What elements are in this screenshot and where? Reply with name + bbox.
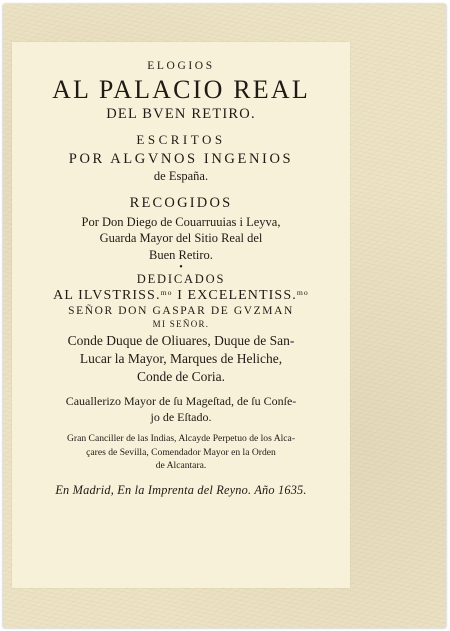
dedicatee-titles-line2: Lucar la Mayor, Marques de Heliche, bbox=[79, 350, 283, 366]
compiler-title-cont: Buen Retiro. bbox=[149, 247, 213, 262]
subtitle-de-espana: de España. bbox=[153, 169, 209, 183]
title-elogios: ELOGIOS bbox=[147, 60, 215, 72]
office-gran-canciller-line2: çares de Sevilla, Comendador Mayor en la Orden bbox=[86, 446, 276, 458]
compiler-name: Por Don Diego de Couarruuias i Leyva, bbox=[81, 215, 281, 229]
office-gran-canciller-line1: Gran Canciller de las Indias, Alcayde Perpetuo de los Alca- bbox=[66, 433, 296, 445]
mi-senor: MI SEÑOR. bbox=[152, 318, 210, 329]
compiler-title: Guarda Mayor del Sitio Real del bbox=[99, 231, 263, 246]
dedicatee-titles-line1: Conde Duque de Oliuares, Duque de San- bbox=[67, 332, 295, 348]
dedication-honorifics: AL ILVSTRISS.$^{mo}$ I EXCELENTISS.$^{mo}$ bbox=[53, 287, 309, 303]
office-line1: Cauallerizo Mayor de ſu Mageſtad, de ſu Conſe- bbox=[65, 393, 297, 408]
dedicatee-name: SEÑOR DON GASPAR DE GVZMAN bbox=[68, 304, 294, 317]
subtitle-escritos: ESCRITOS bbox=[136, 132, 226, 147]
imprint: En Madrid, En la Imprenta del Reyno. Año 1635. bbox=[55, 483, 307, 498]
dedicatee-titles-line3: Conde de Coria. bbox=[136, 368, 226, 384]
title-page-text bbox=[14, 60, 348, 498]
office-line2: jo de Eſtado. bbox=[150, 410, 212, 425]
office-gran-canciller-line3: de Alcantara. bbox=[155, 460, 207, 472]
title-del-buen-retiro: DEL BVEN RETIRO. bbox=[106, 106, 256, 122]
heading-recogidos: RECOGIDOS bbox=[129, 195, 233, 211]
heading-dedicados: DEDICADOS bbox=[136, 271, 226, 286]
ornament-dot: • bbox=[179, 261, 183, 273]
subtitle-por-algunos: POR ALGVNOS INGENIOS bbox=[68, 151, 294, 167]
title-al-palacio-real: AL PALACIO REAL bbox=[52, 75, 310, 104]
